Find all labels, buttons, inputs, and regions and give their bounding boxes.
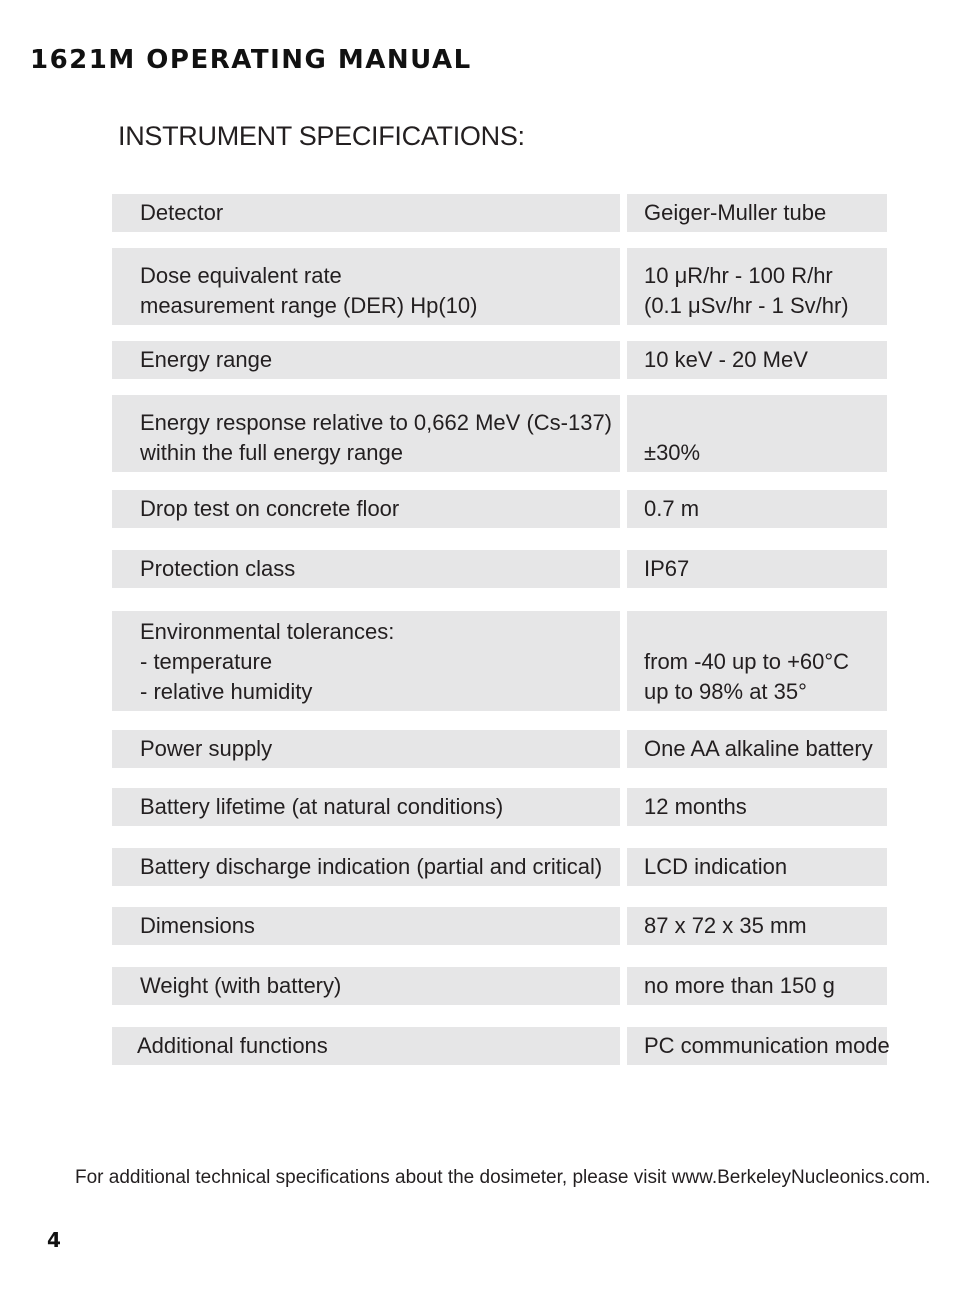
spec-value-cell bbox=[627, 550, 887, 588]
spec-label-cell bbox=[112, 730, 620, 768]
spec-row bbox=[112, 490, 887, 528]
spec-value-cell bbox=[627, 788, 887, 826]
spec-value: 12 months bbox=[644, 794, 747, 819]
spec-value: 10 keV - 20 MeV bbox=[644, 347, 808, 372]
spec-value-cell bbox=[627, 1027, 890, 1065]
spec-label: Environmental tolerances: - temperature - relative humidity bbox=[140, 619, 395, 704]
spec-value-cell bbox=[627, 194, 887, 232]
spec-value-cell bbox=[627, 848, 887, 886]
spec-row bbox=[112, 967, 887, 1005]
footnote: For additional technical specifications about the dosimeter, please visit www.BerkeleyNucleonics.com. bbox=[75, 1167, 931, 1188]
spec-label: Battery lifetime (at natural conditions) bbox=[140, 794, 504, 819]
spec-label: Energy range bbox=[140, 347, 273, 372]
spec-row bbox=[112, 730, 887, 768]
spec-label-cell bbox=[112, 788, 620, 826]
spec-label-cell bbox=[112, 248, 620, 325]
spec-value-cell bbox=[627, 490, 887, 528]
spec-row bbox=[112, 248, 887, 325]
spec-row bbox=[112, 611, 887, 711]
spec-label-cell bbox=[112, 395, 620, 472]
manual-title: 1621M OPERATING MANUAL bbox=[30, 45, 472, 75]
spec-label-cell bbox=[112, 194, 620, 232]
spec-label-cell bbox=[112, 907, 620, 945]
spec-value: 10 μR/hr - 100 R/hr (0.1 μSv/hr - 1 Sv/hr) bbox=[644, 263, 849, 318]
spec-value: from -40 up to +60°C up to 98% at 35° bbox=[644, 649, 850, 704]
page-number: 4 bbox=[47, 1228, 61, 1252]
spec-label-cell bbox=[112, 967, 620, 1005]
spec-value-cell bbox=[627, 730, 887, 768]
spec-label-cell bbox=[112, 341, 620, 379]
spec-label: Energy response relative to 0,662 MeV (Cs-137) within the full energy range bbox=[140, 410, 613, 465]
spec-row bbox=[112, 341, 887, 379]
spec-label-cell bbox=[112, 611, 620, 711]
spec-row bbox=[112, 788, 887, 826]
spec-label-cell bbox=[112, 550, 620, 588]
spec-value: LCD indication bbox=[644, 854, 788, 879]
spec-label: Drop test on concrete floor bbox=[140, 496, 400, 521]
spec-value: One AA alkaline battery bbox=[644, 736, 873, 761]
spec-value-cell bbox=[627, 611, 887, 711]
spec-row bbox=[112, 848, 887, 886]
spec-row bbox=[112, 907, 887, 945]
spec-label-cell bbox=[112, 848, 620, 886]
spec-value: no more than 150 g bbox=[644, 973, 835, 998]
spec-value: ±30% bbox=[644, 440, 701, 465]
spec-value-cell bbox=[627, 907, 887, 945]
spec-value-cell bbox=[627, 395, 887, 472]
spec-row bbox=[112, 395, 887, 472]
spec-row bbox=[112, 550, 887, 588]
spec-label-cell bbox=[112, 1027, 620, 1065]
spec-label: Dimensions bbox=[140, 913, 255, 938]
spec-row bbox=[112, 194, 887, 232]
spec-label: Power supply bbox=[140, 736, 273, 761]
spec-value: 0.7 m bbox=[644, 496, 700, 521]
spec-value: 87 x 72 x 35 mm bbox=[644, 913, 807, 938]
spec-value-cell bbox=[627, 248, 887, 325]
spec-value-cell bbox=[627, 967, 887, 1005]
spec-label-cell bbox=[112, 490, 620, 528]
section-title: INSTRUMENT SPECIFICATIONS: bbox=[118, 121, 525, 151]
spec-label: Weight (with battery) bbox=[140, 973, 342, 998]
spec-label: Battery discharge indication (partial and critical) bbox=[140, 854, 603, 879]
spec-row bbox=[112, 1027, 890, 1065]
spec-value: PC communication mode bbox=[644, 1033, 890, 1058]
spec-label: Protection class bbox=[140, 556, 296, 581]
spec-value-cell bbox=[627, 341, 887, 379]
spec-label: Additional functions bbox=[137, 1033, 328, 1058]
spec-label: Detector bbox=[140, 200, 224, 225]
spec-label: Dose equivalent rate measurement range (DER) Hp(10) bbox=[140, 263, 478, 318]
spec-value: Geiger-Muller tube bbox=[644, 200, 827, 225]
spec-value: IP67 bbox=[644, 556, 690, 581]
